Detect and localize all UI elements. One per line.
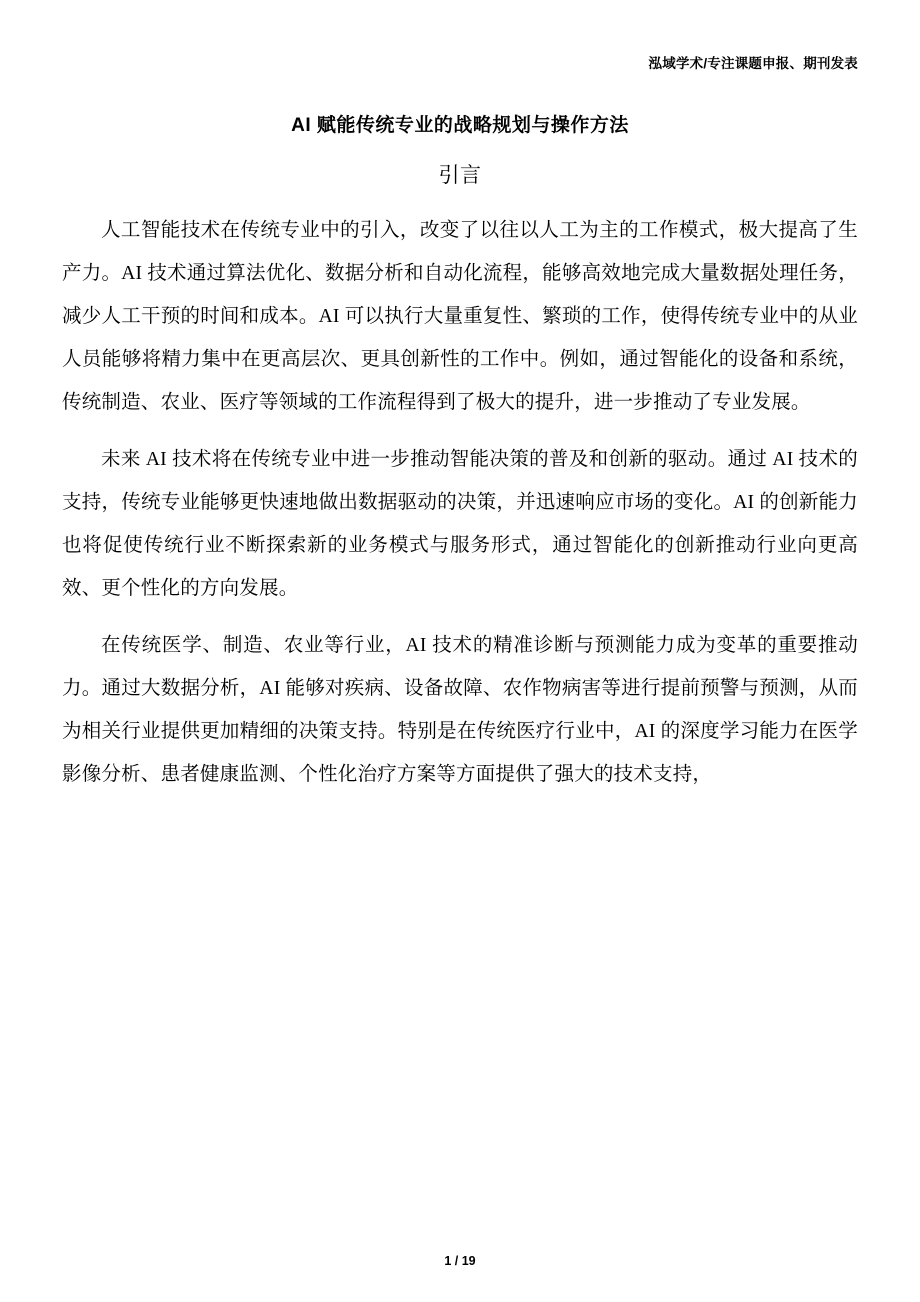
body-paragraph: 人工智能技术在传统专业中的引入，改变了以往以人工为主的工作模式，极大提高了生产力。AI 技术通过算法优化、数据分析和自动化流程，能够高效地完成大量数据处理任务，减少人工干预的时间和成本。AI 可以执行大量重复性、繁琐的工作，使得传统专业中的从业人员能够将精力集中在更高层次、更具创新性的工作中。例如，通过智能化的设备和系统，传统制造、农业、医疗等领域的工作流程得到了极大的提升，进一步推动了专业发展。 (62, 220, 858, 413)
section-heading: 引言 (438, 164, 482, 187)
page-number: 1 / 19 (444, 1254, 476, 1268)
body-paragraph: 在传统医学、制造、农业等行业，AI 技术的精准诊断与预测能力成为变革的重要推动力。通过大数据分析，AI 能够对疾病、设备故障、农作物病害等进行提前预警与预测，从而为相关行业提供更加精细的决策支持。特别是在传统医疗行业中，AI 的深度学习能力在医学影像分析、患者健康监测、个性化治疗方案等方面提供了强大的技术支持， (62, 635, 858, 785)
body-paragraph: 未来 AI 技术将在传统专业中进一步推动智能决策的普及和创新的驱动。通过 AI 技术的支持，传统专业能够更快速地做出数据驱动的决策，并迅速响应市场的变化。AI 的创新能力也将促使传统行业不断探索新的业务模式与服务形式，通过智能化的创新推动行业向更高效、更个性化的方向发展。 (62, 449, 858, 599)
page-title: AI 赋能传统专业的战略规划与操作方法 (291, 115, 629, 136)
document-body (62, 110, 858, 810)
page-header-watermark: 泓域学术/专注课题申报、期刊发表 (648, 56, 858, 71)
